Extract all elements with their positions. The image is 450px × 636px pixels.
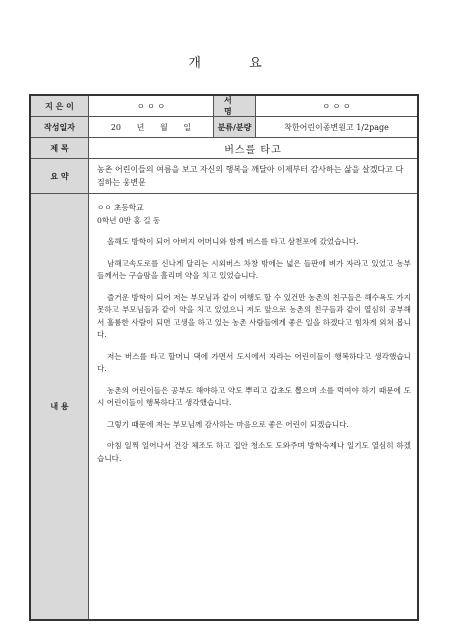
content-row bbox=[31, 194, 417, 619]
category-value: 착한어린이종변원고 1/2page bbox=[284, 122, 389, 132]
signature-value: ㅇ ㅇ ㅇ bbox=[322, 101, 351, 111]
summary-row bbox=[31, 159, 417, 194]
content-paragraph: 그렇기 때문에 저는 부모님께 감사하는 마음으로 좋은 어린이 되겠습니다. bbox=[107, 419, 349, 429]
date-value bbox=[89, 117, 214, 137]
date-label: 작성일자 bbox=[31, 117, 89, 137]
content-paragraph: 남해고속도로를 신나게 달리는 시외버스 차창 밖에는 넓은 들판에 벼가 자라고 있었고 농부들께서는 구슬땀을 흘리며 약을 치고 있었습니다. bbox=[97, 258, 411, 280]
student-name: 0학년 0반 홍 길 동 bbox=[97, 215, 161, 225]
title-label: 제 목 bbox=[31, 138, 89, 158]
school-name: ㅇㅇ 초등학교 bbox=[97, 203, 144, 212]
date-year: 20 bbox=[110, 122, 121, 132]
author-label: 지 은 이 bbox=[31, 96, 89, 116]
signature-label-text: 서 명 bbox=[224, 96, 242, 116]
content-label: 내 용 bbox=[31, 194, 89, 619]
content-body bbox=[89, 194, 417, 619]
page-title: 개 요 bbox=[188, 56, 284, 71]
author-value: ㅇ ㅇ ㅇ bbox=[89, 96, 214, 116]
date-year-unit: 년 bbox=[136, 122, 145, 132]
content-paragraph: 즐거운 방학이 되어 저는 부모님과 같이 여행도 할 수 있건만 농촌의 친구들은 해수욕도 가지 못하고 부모님들과 같이 약을 치고 있었으니 저도 앞으로 농촌의 친구들과 같이 열심히 공부해서 훌륭한 사람이 되면 고생을 하고 있는 농촌 사람들에게 좋은 일을 하겠다고 힘차게 외쳐 봅니다. bbox=[97, 292, 411, 339]
content-paragraph: 저는 버스를 타고 할머니 댁에 가면서 도시에서 자라는 어린이들이 행복하다고 생각했습니다. bbox=[97, 351, 411, 373]
author-row bbox=[31, 96, 417, 117]
category-label: 분류/분량 bbox=[214, 117, 256, 137]
date-day-unit: 일 bbox=[183, 122, 192, 132]
date-row bbox=[31, 117, 417, 138]
summary-value: 농촌 어린이들의 여름을 보고 자신의 행복을 깨달아 이제부터 감사하는 삶을 살겠다고 다짐하는 웅변문 bbox=[97, 165, 404, 187]
summary-label: 요 약 bbox=[31, 159, 89, 193]
content-paragraph: 농촌의 어린이들은 공부도 해야하고 약도 뿌리고 갑초도 뽑으며 소를 먹여야 하기 때문에 도시 어린이들이 행복하다고 생각했습니다. bbox=[97, 385, 411, 407]
date-month-unit: 월 bbox=[160, 122, 168, 132]
overview-form bbox=[29, 94, 419, 621]
title-value: 버스를 타고 bbox=[224, 144, 282, 156]
content-paragraph: 아침 일찍 일어나서 건강 체조도 하고 집안 청소도 도와주며 방학숙제나 일기도 열심히 하겠습니다. bbox=[97, 441, 411, 463]
title-row bbox=[31, 138, 417, 159]
signature-label bbox=[214, 96, 256, 116]
content-paragraph: 올해도 방학이 되어 아버지 어머니와 함께 버스를 타고 삼천포에 갔었습니다. bbox=[107, 237, 359, 246]
